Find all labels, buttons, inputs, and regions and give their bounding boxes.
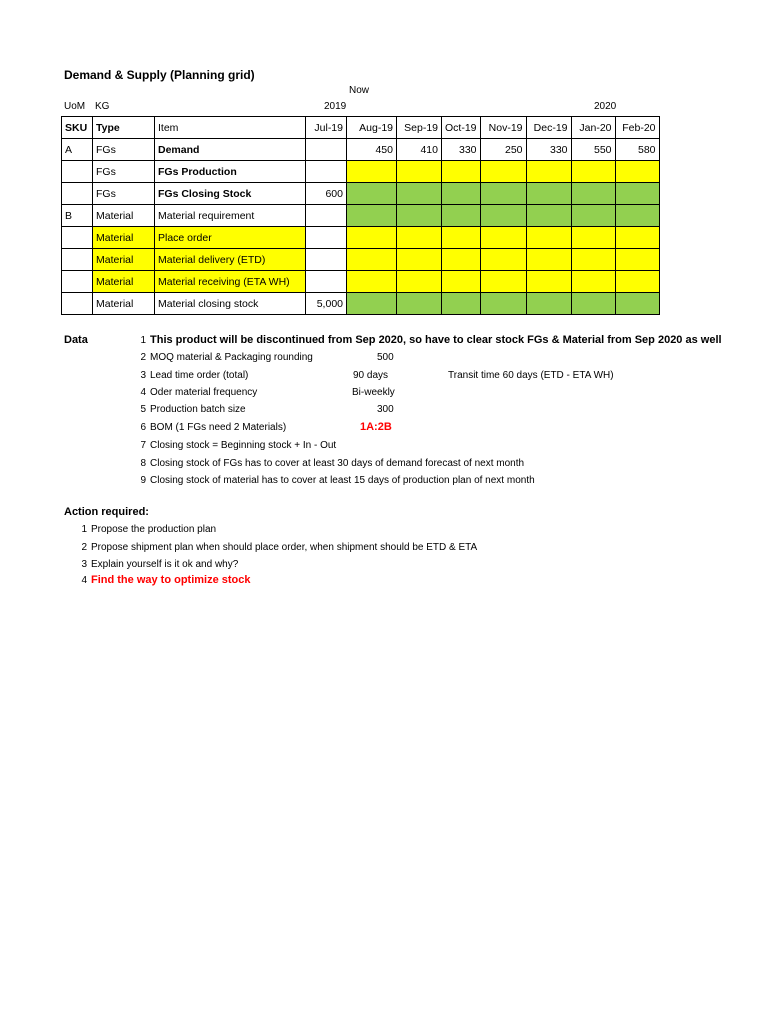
- grid-row-fgs-closing-stock: [62, 183, 660, 205]
- data-item-3-extra: Transit time 60 days (ETD - ETA WH): [448, 370, 614, 381]
- cell-nov-19[interactable]: [480, 249, 526, 271]
- cell-feb-20[interactable]: [615, 205, 659, 227]
- header-cell-oct-19[interactable]: Oct-19: [442, 117, 481, 139]
- cell-sep-19[interactable]: [397, 293, 442, 315]
- page-title: Demand & Supply (Planning grid): [64, 68, 255, 82]
- action-item-text: Propose the production plan: [91, 524, 217, 535]
- data-item-5-value: 300: [377, 404, 394, 415]
- action-item-text: Find the way to optimize stock: [91, 574, 251, 586]
- cell-jul-19[interactable]: [306, 249, 347, 271]
- data-item-8: 8 Closing stock of FGs has to cover at least 30 days of demand forecast of next month: [140, 458, 525, 469]
- action-item-text: Explain yourself is it ok and why?: [91, 559, 239, 570]
- cell-sep-19[interactable]: [397, 249, 442, 271]
- uom-value: KG: [95, 101, 110, 112]
- data-item-text: This product will be discontinued from Sep 2020, so have to clear stock FGs & Material from Sep 2020 as well: [150, 334, 722, 346]
- cell-nov-19[interactable]: [480, 183, 526, 205]
- cell-nov-19[interactable]: [480, 293, 526, 315]
- cell-type[interactable]: FGs: [93, 139, 155, 161]
- year-2020-label: 2020: [594, 101, 617, 112]
- action-item-4: 4 Find the way to optimize stock: [81, 574, 251, 586]
- cell-jan-20[interactable]: [571, 183, 615, 205]
- cell-feb-20[interactable]: [615, 227, 659, 249]
- grid-row-material-closing-stock: [62, 293, 660, 315]
- cell-feb-20[interactable]: [615, 161, 659, 183]
- data-item-text: Closing stock = Beginning stock + In - Out: [150, 440, 337, 451]
- cell-aug-19[interactable]: [347, 205, 397, 227]
- cell-nov-19[interactable]: [480, 205, 526, 227]
- grid-row-demand: [62, 139, 660, 161]
- cell-item[interactable]: Material delivery (ETD): [155, 249, 306, 271]
- data-item-7: 7 Closing stock = Beginning stock + In - Out: [140, 440, 337, 451]
- cell-dec-19[interactable]: [526, 205, 571, 227]
- cell-dec-19[interactable]: 330: [526, 139, 571, 161]
- data-item-text: BOM (1 FGs need 2 Materials): [150, 422, 287, 433]
- header-cell-sep-19[interactable]: Sep-19: [397, 117, 442, 139]
- cell-item[interactable]: Demand: [155, 139, 306, 161]
- cell-item[interactable]: Material closing stock: [155, 293, 306, 315]
- data-item-2: 2 MOQ material & Packaging rounding: [140, 352, 313, 363]
- cell-sku[interactable]: A: [62, 139, 93, 161]
- data-item-text: Closing stock of material has to cover at least 15 days of production plan of next month: [150, 475, 535, 486]
- cell-feb-20[interactable]: [615, 271, 659, 293]
- cell-dec-19[interactable]: [526, 183, 571, 205]
- data-item-text: Oder material frequency: [150, 387, 258, 398]
- cell-sku[interactable]: [62, 161, 93, 183]
- cell-jan-20[interactable]: [571, 249, 615, 271]
- cell-sku[interactable]: [62, 227, 93, 249]
- grid-row-fgs-production: [62, 161, 660, 183]
- data-item-text: Lead time order (total): [150, 370, 249, 381]
- data-item-4-value: Bi-weekly: [352, 387, 395, 398]
- data-item-1: 1 This product will be discontinued from Sep 2020, so have to clear stock FGs & Material from Sep 2020 as well: [140, 334, 722, 346]
- cell-item[interactable]: FGs Production: [155, 161, 306, 183]
- cell-oct-19[interactable]: 330: [442, 139, 481, 161]
- cell-nov-19[interactable]: 250: [480, 139, 526, 161]
- cell-jul-19[interactable]: 600: [306, 183, 347, 205]
- cell-jul-19[interactable]: [306, 227, 347, 249]
- data-item-6: 6 BOM (1 FGs need 2 Materials): [140, 422, 287, 433]
- cell-item[interactable]: FGs Closing Stock: [155, 183, 306, 205]
- cell-feb-20[interactable]: [615, 183, 659, 205]
- cell-aug-19[interactable]: [347, 227, 397, 249]
- grid-header-row: [62, 117, 660, 139]
- header-cell-nov-19[interactable]: Nov-19: [480, 117, 526, 139]
- data-item-text: Production batch size: [150, 404, 246, 415]
- data-item-text: MOQ material & Packaging rounding: [150, 352, 313, 363]
- header-cell-type[interactable]: Type: [93, 117, 155, 139]
- cell-feb-20[interactable]: 580: [615, 139, 659, 161]
- cell-aug-19[interactable]: 450: [347, 139, 397, 161]
- action-item-3: 3 Explain yourself is it ok and why?: [81, 559, 239, 570]
- cell-sep-19[interactable]: 410: [397, 139, 442, 161]
- action-item-1: 1 Propose the production plan: [81, 524, 217, 535]
- data-item-6-value: 1A:2B: [360, 421, 392, 433]
- cell-sep-19[interactable]: [397, 161, 442, 183]
- cell-sep-19[interactable]: [397, 227, 442, 249]
- cell-jul-19[interactable]: [306, 161, 347, 183]
- header-cell-item[interactable]: Item: [155, 117, 306, 139]
- cell-type[interactable]: FGs: [93, 161, 155, 183]
- cell-type[interactable]: Material: [93, 249, 155, 271]
- cell-oct-19[interactable]: [442, 205, 481, 227]
- grid-row-material-receiving: [62, 271, 660, 293]
- cell-sku[interactable]: [62, 293, 93, 315]
- cell-jan-20[interactable]: [571, 293, 615, 315]
- cell-dec-19[interactable]: [526, 271, 571, 293]
- cell-type[interactable]: Material: [93, 271, 155, 293]
- cell-jul-19[interactable]: [306, 205, 347, 227]
- data-item-2-value: 500: [377, 352, 394, 363]
- cell-aug-19[interactable]: [347, 183, 397, 205]
- header-cell-jan-20[interactable]: Jan-20: [571, 117, 615, 139]
- cell-jan-20[interactable]: [571, 161, 615, 183]
- action-item-text: Propose shipment plan when should place order, when shipment should be ETD & ETA: [91, 542, 478, 553]
- cell-sku[interactable]: [62, 249, 93, 271]
- cell-oct-19[interactable]: [442, 227, 481, 249]
- cell-type[interactable]: Material: [93, 293, 155, 315]
- cell-type[interactable]: Material: [93, 205, 155, 227]
- cell-jan-20[interactable]: [571, 205, 615, 227]
- cell-aug-19[interactable]: [347, 271, 397, 293]
- header-cell-dec-19[interactable]: Dec-19: [526, 117, 571, 139]
- cell-dec-19[interactable]: [526, 249, 571, 271]
- cell-dec-19[interactable]: [526, 161, 571, 183]
- cell-sep-19[interactable]: [397, 183, 442, 205]
- cell-item[interactable]: Material requirement: [155, 205, 306, 227]
- planning-grid: [61, 116, 660, 315]
- action-required-label: Action required:: [64, 506, 149, 518]
- cell-feb-20[interactable]: [615, 249, 659, 271]
- grid-row-material-requirement: [62, 205, 660, 227]
- cell-oct-19[interactable]: [442, 183, 481, 205]
- cell-item[interactable]: Material receiving (ETA WH): [155, 271, 306, 293]
- grid-row-place-order: [62, 227, 660, 249]
- cell-sku[interactable]: [62, 183, 93, 205]
- cell-item[interactable]: Place order: [155, 227, 306, 249]
- data-item-4: 4 Oder material frequency: [140, 387, 258, 398]
- cell-aug-19[interactable]: [347, 249, 397, 271]
- header-cell-feb-20[interactable]: Feb-20: [615, 117, 659, 139]
- cell-jan-20[interactable]: [571, 271, 615, 293]
- cell-jan-20[interactable]: 550: [571, 139, 615, 161]
- header-cell-sku[interactable]: SKU: [62, 117, 93, 139]
- cell-type[interactable]: FGs: [93, 183, 155, 205]
- header-cell-jul-19[interactable]: Jul-19: [306, 117, 347, 139]
- cell-oct-19[interactable]: [442, 161, 481, 183]
- now-label: Now: [349, 85, 370, 96]
- cell-dec-19[interactable]: [526, 227, 571, 249]
- cell-sep-19[interactable]: [397, 205, 442, 227]
- cell-oct-19[interactable]: [442, 293, 481, 315]
- cell-nov-19[interactable]: [480, 227, 526, 249]
- data-item-3: 3 Lead time order (total): [140, 370, 249, 381]
- cell-nov-19[interactable]: [480, 271, 526, 293]
- cell-sku[interactable]: [62, 271, 93, 293]
- data-item-5: 5 Production batch size: [140, 404, 246, 415]
- cell-jul-19[interactable]: [306, 271, 347, 293]
- data-item-text: Closing stock of FGs has to cover at least 30 days of demand forecast of next month: [150, 458, 525, 469]
- cell-jul-19[interactable]: [306, 139, 347, 161]
- year-2019-label: 2019: [324, 101, 347, 112]
- cell-feb-20[interactable]: [615, 293, 659, 315]
- grid-row-material-delivery: [62, 249, 660, 271]
- uom-label: UoM: [64, 101, 86, 112]
- data-item-3-value: 90 days: [353, 370, 389, 381]
- cell-oct-19[interactable]: [442, 249, 481, 271]
- cell-jan-20[interactable]: [571, 227, 615, 249]
- cell-sep-19[interactable]: [397, 271, 442, 293]
- cell-jul-19[interactable]: 5,000: [306, 293, 347, 315]
- data-section-label: Data: [64, 334, 88, 346]
- cell-type[interactable]: Material: [93, 227, 155, 249]
- cell-oct-19[interactable]: [442, 271, 481, 293]
- header-cell-aug-19[interactable]: Aug-19: [347, 117, 397, 139]
- data-item-9: 9 Closing stock of material has to cover at least 15 days of production plan of next month: [140, 475, 535, 486]
- cell-dec-19[interactable]: [526, 293, 571, 315]
- cell-aug-19[interactable]: [347, 161, 397, 183]
- cell-nov-19[interactable]: [480, 161, 526, 183]
- action-item-2: 2 Propose shipment plan when should place order, when shipment should be ETD & ETA: [81, 542, 478, 553]
- cell-sku[interactable]: B: [62, 205, 93, 227]
- cell-aug-19[interactable]: [347, 293, 397, 315]
